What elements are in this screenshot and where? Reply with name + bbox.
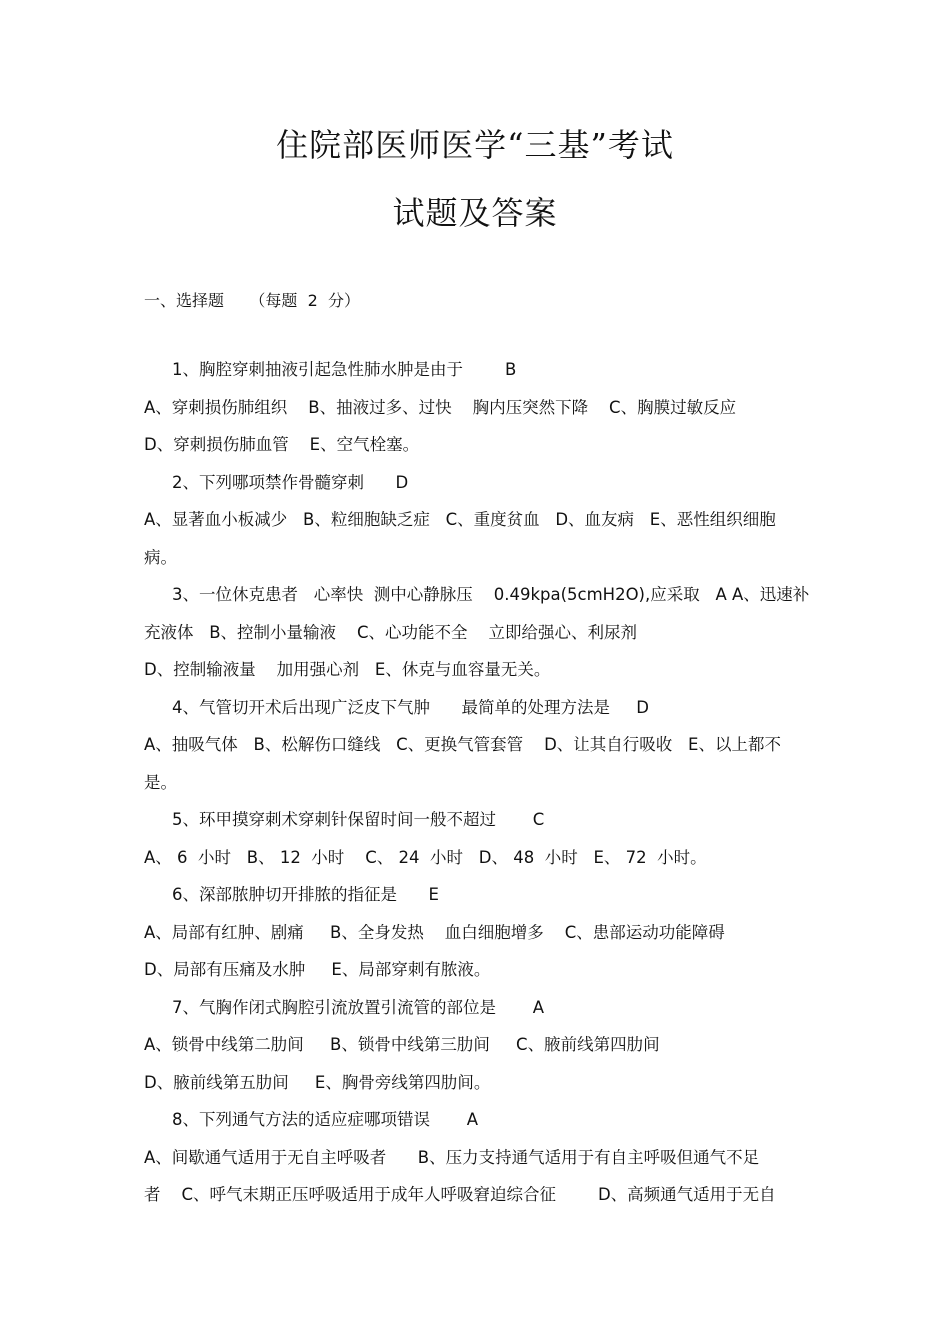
answer-options: D、局部有压痛及水肿 E、局部穿刺有脓液。 — [144, 960, 491, 979]
answer-options: 是。 — [144, 772, 177, 792]
answer-options: A、穿刺损伤肺组织 B、抽液过多、过快 胸内压突然下降 C、胸膜过敏反应 — [144, 397, 737, 417]
section-heading: 一、选择题 （每题 2 分） — [144, 291, 360, 310]
answer-options: D、腋前线第五肋间 E、胸骨旁线第四肋间。 — [144, 1072, 491, 1092]
question-stem: 7、气胸作闭式胸腔引流放置引流管的部位是 A — [172, 997, 544, 1017]
answer-options: A、 6 小时 B、 12 小时 C、 24 小时 D、 48 小时 E、 72 小时。 — [144, 847, 707, 867]
answer-options: A、抽吸气体 B、松解伤口缝线 C、更换气管套管 D、让其自行吸收 E、以上都不 — [144, 735, 781, 754]
answer-options: 充液体 B、控制小量输液 C、心功能不全 立即给强心、利尿剂 — [144, 622, 638, 642]
answer-options: 病。 — [144, 547, 177, 567]
document-title: 住院部医师医学“三基”考试 — [276, 126, 674, 164]
question-stem: 1、胸腔穿刺抽液引起急性肺水肿是由于 B — [172, 360, 517, 379]
answer-options: D、控制输液量 加用强心剂 E、休克与血容量无关。 — [144, 660, 551, 679]
question-stem: 2、下列哪项禁作骨髓穿刺 D — [172, 472, 409, 492]
answer-options: A、显著血小板减少 B、粒细胞缺乏症 C、重度贫血 D、血友病 E、恶性组织细胞 — [144, 510, 776, 529]
answer-options: A、锁骨中线第二肋间 B、锁骨中线第三肋间 C、腋前线第四肋间 — [144, 1035, 660, 1054]
question-stem: 6、深部脓肿切开排脓的指征是 E — [172, 885, 439, 904]
document-subtitle: 试题及答案 — [392, 194, 558, 232]
question-stem: 3、一位休克患者 心率快 测中心静脉压 0.49kpa(5cmH2O),应采取 A A、迅速补 — [172, 585, 810, 604]
answer-options: A、间歇通气适用于无自主呼吸者 B、压力支持通气适用于有自主呼吸但通气不足 — [144, 1147, 760, 1167]
answer-options: 者 C、呼气末期正压呼吸适用于成年人呼吸窘迫综合征 D、高频通气适用于无自 — [144, 1185, 776, 1204]
answer-options: A、局部有红肿、剧痛 B、全身发热 血白细胞增多 C、患部运动功能障碍 — [144, 922, 725, 942]
question-stem: 5、环甲摸穿刺术穿刺针保留时间一般不超过 C — [172, 810, 545, 829]
question-stem: 4、气管切开术后出现广泛皮下气肿 最简单的处理方法是 D — [172, 697, 649, 717]
question-stem: 8、下列通气方法的适应症哪项错误 A — [172, 1110, 478, 1129]
answer-options: D、穿刺损伤肺血管 E、空气栓塞。 — [144, 435, 420, 454]
